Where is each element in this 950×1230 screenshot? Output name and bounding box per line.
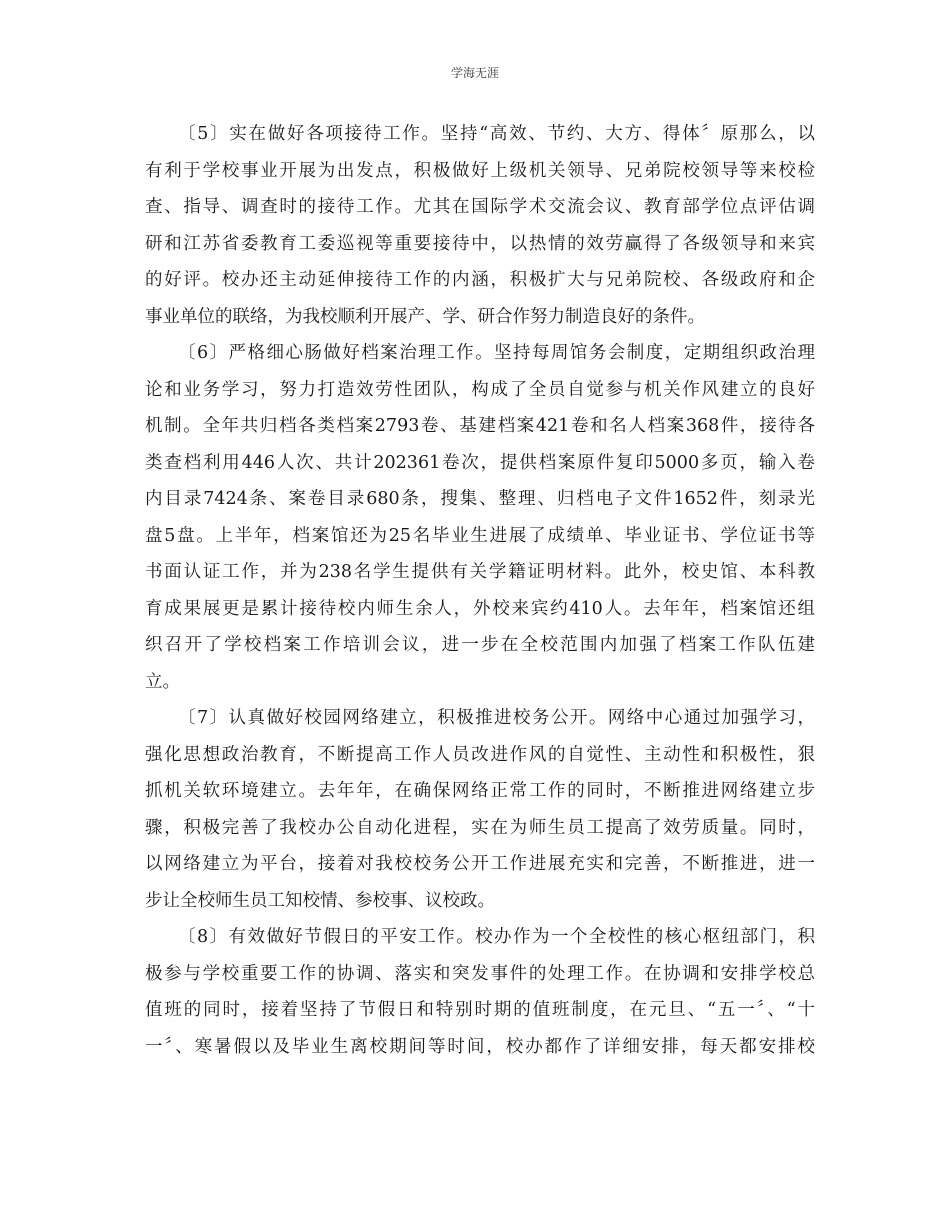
text-line: 抓机关软环境建立。去年年，在确保网络正常工作的同时，不断推进网络建立步 (145, 781, 815, 801)
text-line: 织召开了学校档案工作培训会议，进一步在全校范围内加强了档案工作队伍建 (145, 635, 815, 655)
text-line: 值班的同时，接着坚持了节假日和特别时期的值班制度，在元旦、“五一〞、“十 (145, 1000, 815, 1020)
paragraph-8 (145, 919, 815, 1065)
paragraph-5 (145, 116, 815, 335)
page-header: 学海无涯 (450, 66, 499, 80)
text-line: 研和江苏省委教育工委巡视等重要接待中，以热情的效劳赢得了各级领导和来宾 (145, 233, 815, 254)
text-line: 查、指导、调查时的接待工作。尤其在国际学术交流会议、教育部学位点评估调 (145, 197, 815, 217)
text-line: 有利于学校事业开展为出发点，积极做好上级机关领导、兄弟院校领导等来校检 (145, 160, 815, 181)
text-line: 步让全校师生员工知校情、参校事、议校政。 (145, 890, 495, 911)
text-line: 的好评。校办还主动延伸接待工作的内涵，积极扩大与兄弟院校、各级政府和企 (145, 270, 815, 290)
text-line: 事业单位的联络，为我校顺利开展产、学、研合作努力制造良好的条件。 (145, 306, 705, 327)
text-line: 强化思想政治教育，不断提高工作人员改进作风的自觉性、主动性和积极性，狠 (145, 744, 815, 765)
text-line: 育成果展更是累计接待校内师生余人，外校来宾约410人。去年年，档案馆还组 (145, 598, 815, 619)
text-line: 一〞、寒暑假以及毕业生离校期间等时间，校办都作了详细安排，每天都安排校 (145, 1036, 815, 1057)
text-line: 以网络建立为平台，接着对我校校务公开工作进展充实和完善，不断推进，进一 (145, 854, 815, 874)
text-line: 极参与学校重要工作的协调、落实和突发事件的处理工作。在协调和安排学校总 (145, 963, 815, 984)
text-line: 〔7〕认真做好校园网络建立，积极推进校务公开。网络中心通过加强学习， (178, 708, 815, 728)
text-line: 书面认证工作，并为238名学生提供有关学籍证明材料。此外，校史馆、本科教 (145, 562, 815, 582)
text-line: 〔5〕实在做好各项接待工作。坚持“高效、节约、大方、得体〞原那么，以 (178, 124, 815, 144)
text-line: 类查档利用446人次、共计202361卷次，提供档案原件复印5000多页，输入卷 (145, 452, 815, 473)
text-line: 论和业务学习，努力打造效劳性团队，构成了全员自觉参与机关作风建立的良好 (145, 379, 815, 400)
paragraph-6 (145, 335, 815, 700)
text-line: 骤，积极完善了我校办公自动化进程，实在为师生员工提高了效劳质量。同时， (145, 817, 815, 838)
text-line: 立。 (145, 671, 180, 692)
text-line: 盘5盘。上半年，档案馆还为25名毕业生进展了成绩单、毕业证书、学位证书等 (145, 525, 815, 546)
paragraph-7 (145, 700, 815, 919)
text-line: 内目录7424条、案卷目录680条，搜集、整理、归档电子文件1652件，刻录光 (145, 489, 815, 509)
text-line: 机制。全年共归档各类档案2793卷、基建档案421卷和名人档案368件，接待各 (145, 416, 815, 436)
text-line: 〔8〕有效做好节假日的平安工作。校办作为一个全校性的核心枢纽部门，积 (178, 927, 815, 947)
text-line: 〔6〕严格细心肠做好档案治理工作。坚持每周馆务会制度，定期组织政治理 (178, 343, 815, 363)
document-body (145, 116, 815, 1065)
